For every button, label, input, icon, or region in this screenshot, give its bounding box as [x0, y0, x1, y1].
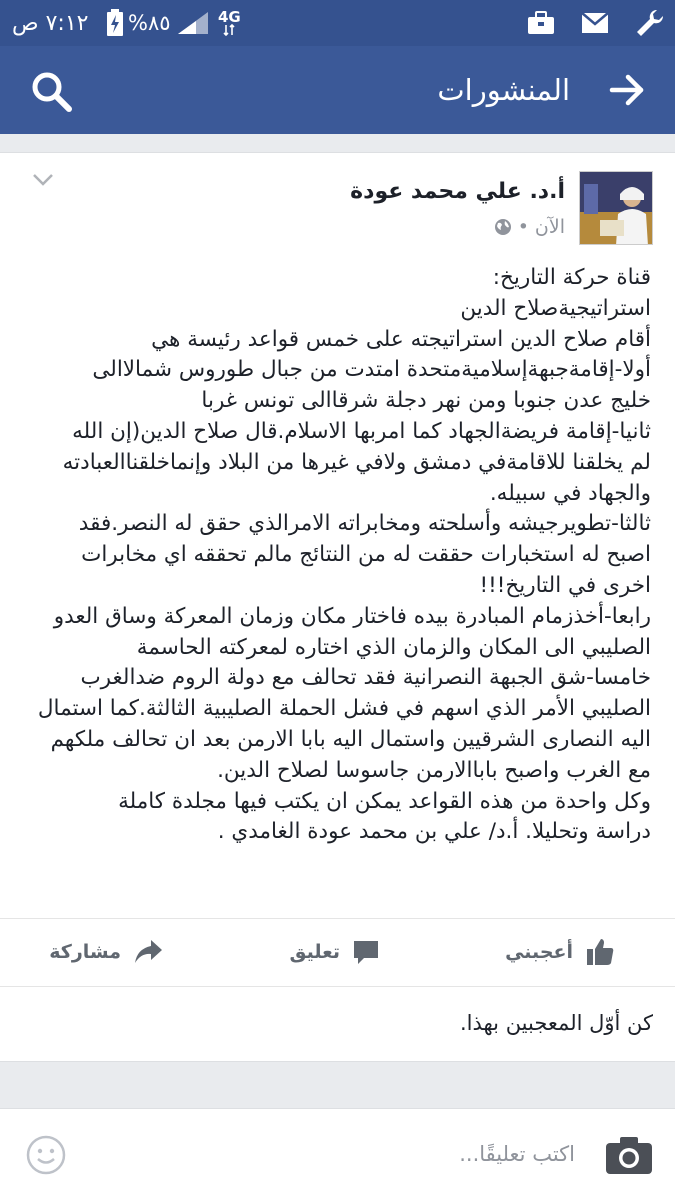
post-text-line: خليج عدن جنوبا ومن نهر دجلة شرقاالى تونس غربا: [201, 388, 651, 414]
arrow-right-icon[interactable]: [609, 72, 645, 108]
chevron-down-icon[interactable]: [32, 173, 54, 187]
post-meta: [494, 216, 565, 238]
status-bar: [0, 0, 675, 46]
post-text-line: قناة حركة التاريخ:: [492, 265, 651, 290]
post-text-line: دراسة وتحليلا. أ.د/ علي بن محمد عودة الغامدي .: [217, 819, 651, 845]
post-card: [0, 152, 675, 1062]
post-text-line: أولا-إقامةجبهةإسلاميةمتحدة امتدت من جبال طوروس شمالاالى: [92, 357, 651, 383]
signal-icon: [176, 0, 210, 46]
network-label: 4G: [218, 8, 241, 26]
post-text-line: خامسا-شق الجبهة النصرانية فقد تحالف مع دولة الروم ضدالغرب: [80, 665, 651, 691]
post-text-line: والجهاد في سبيله.: [489, 480, 651, 506]
mail-icon: [581, 12, 609, 34]
post-text-line: اخرى في التاريخ!!!: [479, 572, 651, 598]
post-text-line: ثانيا-إقامة فريضةالجهاد كما امربها الاسلام.قال صلاح الدين(إن الله: [72, 418, 651, 444]
comment-icon: [352, 938, 380, 966]
post-text-line: وكل واحدة من هذه القواعد يمكن ان يكتب فيها مجلدة كاملة: [118, 788, 651, 814]
briefcase-icon: [527, 11, 555, 35]
comment-button[interactable]: [290, 919, 381, 985]
camera-icon[interactable]: [605, 1135, 653, 1175]
globe-icon: [494, 218, 512, 236]
post-text-line: مع الغرب واصبح باباالارمن جاسوسا لصلاح الدين.: [217, 757, 651, 783]
post-time: الآن: [534, 216, 565, 238]
meta-separator: •: [517, 216, 529, 238]
post-text-line: رابعا-أخذزمام المبادرة بيده فاختار مكان وزمان المعركة وساق العدو: [53, 603, 651, 629]
notification-icons: [527, 0, 665, 46]
battery-percent: %٨٥: [128, 11, 171, 35]
page-title: المنشورات: [437, 73, 570, 107]
search-icon[interactable]: [30, 70, 72, 112]
status-time: ٧:١٢ ص: [12, 10, 89, 36]
avatar[interactable]: [579, 171, 653, 245]
wrench-icon: [635, 8, 665, 38]
author-name[interactable]: أ.د. علي محمد عودة: [350, 179, 565, 204]
comment-label: تعليق: [289, 941, 340, 963]
smiley-icon[interactable]: [26, 1135, 66, 1175]
post-text-line: ثالثا-تطويرجيشه وأسلحته ومخابراته الامرالذي حقق له النصر.فقد: [78, 511, 651, 537]
post-actions: [0, 918, 675, 984]
battery-charging-icon: [106, 0, 124, 46]
comment-input[interactable]: [105, 1129, 575, 1179]
comment-bar: [0, 1108, 675, 1200]
app-bar: [0, 46, 675, 134]
likes-text: كن أوّل المعجبين بهذا.: [459, 1011, 653, 1035]
post-text-line: لم يخلقنا للاقامةفي دمشق ولافي غيرها من البلاد وإنماخلقناالعبادته: [62, 449, 651, 475]
like-button[interactable]: [505, 919, 615, 985]
like-label: أعجبني: [505, 941, 573, 963]
post-text-line: استراتيجيةصلاح الدين: [460, 295, 651, 321]
share-arrow-icon: [133, 938, 163, 966]
post-text-line: أقام صلاح الدين استراتيجته على خمس قواعد رئيسة هي: [151, 326, 651, 352]
network-indicator: [218, 0, 241, 46]
thumbs-up-icon: [585, 937, 615, 967]
post-text-line: الصليبي الى المكان والزمان الذي اختاره لمعركته الحاسمة: [136, 634, 651, 660]
post-text-line: اصبح له استخبارات حققت له من النتائج مالم تحققه اي مخابرات: [81, 542, 651, 568]
likes-summary: [0, 986, 675, 1062]
share-label: مشاركة: [49, 941, 121, 963]
share-button[interactable]: [49, 919, 163, 985]
post-text-line: الصليبي الأمر الذي اسهم في فشل الحملة الصليبية الثالثة.كما استمال: [37, 696, 651, 722]
post-body: [19, 263, 651, 848]
post-text-line: اليه النصارى الشرقيين واستمال اليه بابا الارمن بعد ان تحالف ملكهم: [50, 726, 651, 752]
